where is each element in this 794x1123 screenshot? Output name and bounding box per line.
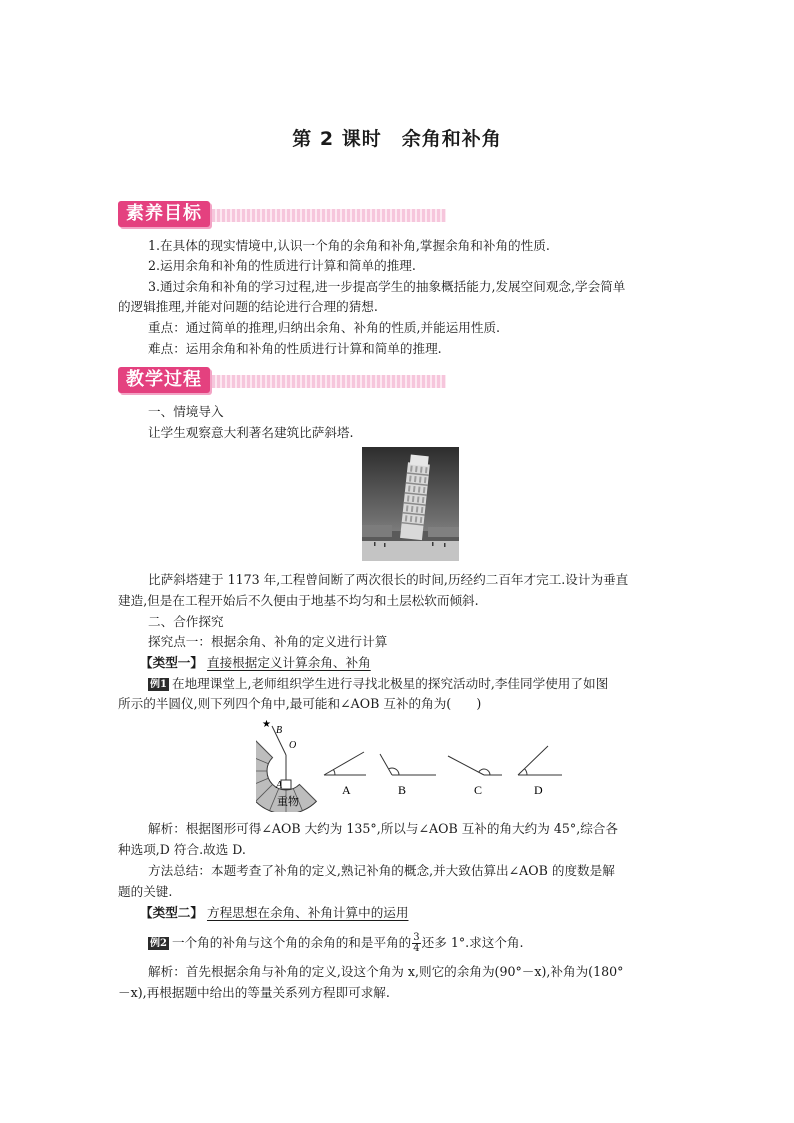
explore-point-1: 探究点一：根据余角、补角的定义进行计算 <box>148 634 388 649</box>
type-2-title: 方程思想在余角、补角计算中的运用 <box>206 905 409 920</box>
option-c-label: C <box>474 783 483 797</box>
banner-label: 教学过程 <box>118 367 210 393</box>
type-1-title: 直接根据定义计算余角、补角 <box>206 655 371 670</box>
option-b-angle <box>380 754 436 775</box>
example-1-line2: 所示的半圆仪,则下列四个角中,最可能和∠AOB 互补的角为( ) <box>118 696 482 711</box>
example-2 <box>148 933 678 954</box>
example-1-text: 在地理课堂上,老师组织学生进行寻找北极星的探究活动时,李佳同学使用了如图 <box>171 676 609 691</box>
example-1-line1 <box>148 674 678 694</box>
fraction-numerator: 3 <box>413 932 420 943</box>
goal-3-line2: 的逻辑推理,并能对问题的结论进行合理的猜想. <box>118 299 378 314</box>
type-1-tag: 【类型一】 <box>140 655 203 670</box>
weight-label: 重物 <box>277 795 299 808</box>
analysis-1-line1: 解析：根据图形可得∠AOB 大约为 135°,所以与∠AOB 互补的角大约为 45°,综合各 <box>148 821 618 836</box>
label-a: A <box>276 780 283 791</box>
story-line2: 建造,但是在工程开始后不久便由于地基不均匀和土层松软而倾斜. <box>118 593 479 608</box>
fraction-three-quarters <box>412 933 420 954</box>
example-2-text-post: 还多 1°.求这个角. <box>421 935 524 950</box>
label-o: O <box>289 740 297 751</box>
option-b-label: B <box>398 783 407 797</box>
page-title: 第 2 课时 余角和补角 <box>292 128 502 150</box>
method-summary-line2: 题的关键. <box>118 884 173 899</box>
option-d-label: D <box>534 783 543 797</box>
leaning-tower-photo <box>362 447 459 561</box>
star-icon: ★ <box>262 720 271 730</box>
type-2-heading <box>140 903 700 923</box>
analysis-1-line2: 种选项,D 符合.故选 D. <box>118 842 246 857</box>
option-d-angle <box>518 746 562 775</box>
key-point: 重点：通过简单的推理,归纳出余角、补角的性质,并能运用性质. <box>148 320 501 335</box>
goal-2: 2.运用余角和补角的性质进行计算和简单的推理. <box>148 258 416 273</box>
heading-explore: 二、合作探究 <box>148 614 224 629</box>
type-1-heading <box>140 653 700 673</box>
example-2-tag: 例2 <box>150 938 167 949</box>
heading-intro: 一、情境导入 <box>148 404 224 419</box>
example-2-text-pre: 一个角的补角与这个角的余角的和是平角的 <box>171 935 412 950</box>
protractor-figure <box>256 720 576 812</box>
goal-3-line1: 3.通过余角和补角的学习过程,进一步提高学生的抽象概括能力,发展空间观念,学会简单 <box>148 279 626 294</box>
section-banner-process <box>118 367 446 393</box>
option-a-label: A <box>342 783 351 797</box>
analysis-2-line2: －x),再根据题中给出的等量关系列方程即可求解. <box>118 985 390 1000</box>
method-summary-line1: 方法总结：本题考查了补角的定义,熟记补角的概念,并大致估算出∠AOB 的度数是解 <box>148 863 615 878</box>
intro-text: 让学生观察意大利著名建筑比萨斜塔. <box>148 425 354 440</box>
story-line1: 比萨斜塔建于 1173 年,工程曾间断了两次很长的时间,历经约二百年才完工.设计为垂直 <box>148 572 629 587</box>
fraction-denominator: 4 <box>413 943 420 954</box>
label-b: B <box>276 725 283 736</box>
option-a-angle <box>324 752 366 775</box>
section-banner-goals <box>118 201 446 227</box>
banner-label: 素养目标 <box>118 201 210 227</box>
goal-1: 1.在具体的现实情境中,认识一个角的余角和补角,掌握余角和补角的性质. <box>148 238 550 253</box>
example-1-tag: 例1 <box>150 679 167 690</box>
option-c-angle <box>448 756 502 775</box>
type-2-tag: 【类型二】 <box>140 905 203 920</box>
analysis-2-line1: 解析：首先根据余角与补角的定义,设这个角为 x,则它的余角为(90°－x),补角为(180° <box>148 964 624 979</box>
difficult-point: 难点：运用余角和补角的性质进行计算和简单的推理. <box>148 341 442 356</box>
